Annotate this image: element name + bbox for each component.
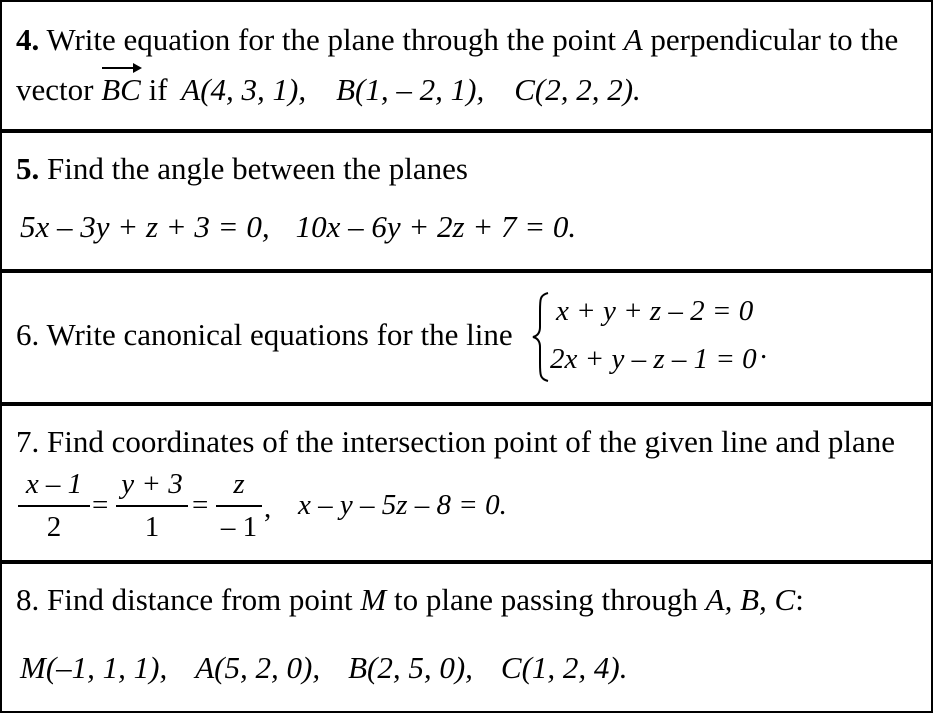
intersection-plane-equation: x – y – 5z – 8 = 0. <box>298 489 507 521</box>
problem-4-line-2 <box>16 74 641 105</box>
equals-sign-1: = <box>92 489 109 521</box>
problem-6-text: 6. Write canonical equations for the line <box>16 317 513 352</box>
fraction-x-denominator: 2 <box>46 511 62 543</box>
problem-8-point-m: M(–1, 1, 1), <box>20 650 168 685</box>
problem-5-number: 5. <box>16 151 40 186</box>
vector-arrow-icon <box>102 67 140 69</box>
problem-5-line-2 <box>20 211 576 242</box>
problem-4-point-c: C(2, 2, 2). <box>514 72 641 107</box>
problem-4-text-d: if <box>140 72 176 107</box>
problem-8-text-b: to plane passing through <box>386 582 706 617</box>
left-brace-icon <box>530 291 552 383</box>
fraction-x <box>18 470 90 542</box>
equals-sign-2: = <box>192 489 209 521</box>
problem-8-line-2 <box>20 652 628 683</box>
plane-equation-2: 10x – 6y + 2z + 7 = 0. <box>295 209 577 244</box>
fraction-comma: , <box>264 492 272 524</box>
fraction-y-denominator: 1 <box>144 511 160 543</box>
problem-6-cell <box>0 271 933 404</box>
problem-4-point-var: A <box>623 22 643 57</box>
problem-8-cell <box>0 562 933 713</box>
system-equation-1: x + y + z – 2 = 0 <box>556 295 754 327</box>
problem-8-colon: : <box>795 582 804 617</box>
fraction-z-bar <box>216 505 262 507</box>
problem-4-point-b: B(1, – 2, 1), <box>336 72 485 107</box>
fraction-z-numerator: z <box>233 468 245 500</box>
line-system <box>530 287 790 387</box>
problem-5-cell <box>0 131 933 271</box>
problem-8-line-1 <box>16 584 804 615</box>
fraction-z-denominator: – 1 <box>220 511 258 543</box>
problem-7-cell <box>0 404 933 562</box>
problem-4-text-b: perpendicular to the <box>642 22 899 57</box>
fraction-y <box>116 470 188 542</box>
fraction-x-bar <box>18 505 90 507</box>
problem-4-point-a: A(4, 3, 1), <box>181 72 307 107</box>
problem-8-text-a: 8. Find distance from point <box>16 582 361 617</box>
problem-5-line-1 <box>16 153 468 184</box>
problem-8-point-a: A(5, 2, 0), <box>195 650 321 685</box>
problem-8-m-var: M <box>360 582 387 617</box>
system-equation-2: 2x + y – z – 1 = 0 <box>550 343 757 375</box>
problem-4-number: 4. <box>16 22 40 57</box>
fraction-z <box>216 470 262 542</box>
problem-5-text: Find the angle between the planes <box>39 151 468 186</box>
vector-bc <box>101 74 141 105</box>
plane-equation-1: 5x – 3y + z + 3 = 0, <box>20 209 270 244</box>
problem-8-point-c: C(1, 2, 4). <box>500 650 628 685</box>
problem-8-point-b: B(2, 5, 0), <box>348 650 473 685</box>
problem-4-cell <box>0 0 933 131</box>
system-end-period: . <box>760 333 768 365</box>
problem-8-points: A, B, C <box>705 582 796 617</box>
problem-7-text: 7. Find coordinates of the intersection point of the given line and plane <box>16 424 895 459</box>
problem-4-line-1 <box>16 24 898 55</box>
problem-4-text-a: Write equation for the plane through the point <box>39 22 624 57</box>
vector-bc-label: BC <box>101 72 141 107</box>
fraction-y-bar <box>116 505 188 507</box>
fraction-y-numerator: y + 3 <box>121 468 183 500</box>
fraction-x-numerator: x – 1 <box>25 468 83 500</box>
problem-4-text-c: vector <box>16 72 102 107</box>
